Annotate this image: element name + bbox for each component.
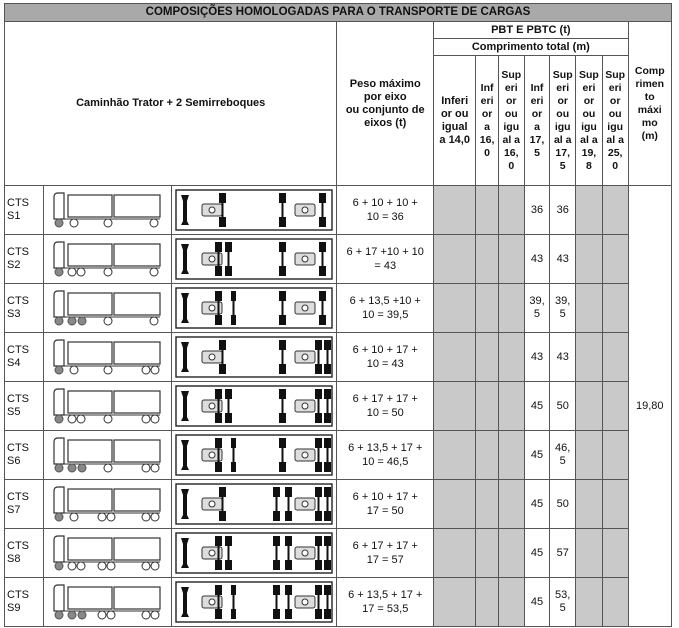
text-line: or (481, 107, 493, 120)
axle-plan-drawing (171, 382, 337, 431)
not-applicable-cell (434, 382, 476, 431)
peso-value (337, 333, 434, 382)
text-line: 10 = 36 (366, 211, 404, 223)
not-applicable-cell (602, 382, 628, 431)
text-line: rimen (635, 77, 665, 90)
text-line: 5 (559, 159, 566, 172)
peso-value (337, 382, 434, 431)
not-applicable-cell (434, 333, 476, 382)
not-applicable-cell (576, 480, 603, 529)
table-title: COMPOSIÇÕES HOMOLOGADAS PARA O TRANSPORTE DE CARGAS (5, 4, 672, 22)
text-line: or (583, 94, 595, 107)
text-line: 39, (555, 295, 571, 307)
not-applicable-cell (576, 431, 603, 480)
not-applicable-cell (476, 186, 499, 235)
not-applicable-cell (476, 480, 499, 529)
composition-code (5, 284, 44, 333)
not-applicable-cell (602, 284, 628, 333)
text-line: 16, (479, 133, 495, 146)
text-line: eri (530, 94, 544, 107)
comprimento-max-header (628, 22, 671, 186)
composition-code (5, 382, 44, 431)
text-line: or (557, 94, 568, 107)
text-line: ou (556, 107, 570, 120)
not-applicable-cell (498, 529, 524, 578)
not-applicable-cell (434, 431, 476, 480)
text-line: 46, (555, 442, 571, 454)
text-line: al a (502, 133, 521, 146)
text-line: CTS (7, 540, 29, 552)
not-applicable-cell (498, 186, 524, 235)
table-row (5, 382, 672, 431)
text-line: 43 (530, 350, 544, 363)
pbt-gte-17-5-value (550, 480, 576, 529)
axle-plan-drawing (171, 480, 337, 529)
side-view-drawing (44, 284, 172, 333)
text-line: 43 (556, 252, 569, 265)
text-line: 50 (556, 497, 569, 510)
text-line: S3 (7, 308, 21, 320)
not-applicable-cell (576, 186, 603, 235)
table-row (5, 284, 672, 333)
pbt-gte-17-5-value (550, 431, 576, 480)
text-line: a (534, 120, 540, 133)
text-line: (m) (641, 129, 658, 142)
pbt-lt-17-5-value (524, 333, 550, 382)
not-applicable-cell (576, 529, 603, 578)
text-line: 6 + 10 + 10 + (352, 197, 418, 209)
text-line: 17, (555, 146, 570, 159)
text-line: 10 = 46,5 (362, 456, 409, 468)
axle-plan-drawing (171, 431, 337, 480)
compositions-table (4, 3, 672, 627)
text-line: 0 (508, 159, 515, 172)
not-applicable-cell (498, 578, 524, 627)
text-line: ou (582, 107, 596, 120)
not-applicable-cell (602, 578, 628, 627)
pbt-lt-17-5-value (524, 235, 550, 284)
text-line: 45 (530, 497, 544, 510)
text-line: igual (441, 120, 468, 133)
text-line: 45 (530, 399, 544, 412)
text-line: 6 + 17 + 17 + (352, 540, 418, 552)
composition-code (5, 333, 44, 382)
text-line: 0 (612, 159, 619, 172)
text-line: 5 (533, 308, 541, 320)
text-line: igu (503, 120, 520, 133)
composition-code (5, 529, 44, 578)
text-line: 57 (556, 546, 569, 559)
axle-plan-drawing (171, 529, 337, 578)
text-line: mo (641, 116, 658, 129)
side-view-drawing (44, 333, 172, 382)
not-applicable-cell (498, 333, 524, 382)
text-line: 17, (529, 133, 545, 146)
text-line: a (484, 120, 491, 133)
not-applicable-cell (498, 284, 524, 333)
text-line: 10 = 50 (366, 407, 404, 419)
text-line: CTS (7, 393, 29, 405)
text-line: Inferi (441, 94, 469, 107)
text-line: or (531, 107, 543, 120)
table-row (5, 480, 672, 529)
text-line: 5 (534, 146, 540, 159)
text-line: 5 (559, 602, 566, 614)
table-row (5, 431, 672, 480)
text-line: 53, (555, 589, 571, 601)
text-line: 39, (529, 295, 545, 307)
pbt-gte-17-5-value (550, 333, 576, 382)
not-applicable-cell (576, 333, 603, 382)
axle-plan-drawing (171, 333, 337, 382)
not-applicable-cell (476, 578, 499, 627)
text-line: S2 (7, 259, 21, 271)
text-line: 5 (559, 308, 566, 320)
text-line: 10 = 43 (366, 358, 404, 370)
not-applicable-cell (476, 333, 499, 382)
text-line: 6 + 10 + 17 + (352, 344, 418, 356)
pbt-lt-17-5-value (524, 284, 550, 333)
text-line: 50 (556, 399, 569, 412)
text-line: ou (504, 107, 518, 120)
not-applicable-cell (476, 431, 499, 480)
text-line: S1 (7, 210, 21, 222)
peso-header (337, 22, 434, 186)
not-applicable-cell (602, 235, 628, 284)
not-applicable-cell (576, 578, 603, 627)
pbt-gte-17-5-value (550, 186, 576, 235)
not-applicable-cell (434, 284, 476, 333)
range-header-3 (524, 56, 550, 186)
pbt-header: PBT E PBTC (t) (434, 22, 628, 39)
peso-value (337, 529, 434, 578)
not-applicable-cell (602, 480, 628, 529)
text-line: 6 + 13,5 + 17 + (348, 442, 423, 454)
text-line: 6 + 17 + 17 + (352, 393, 418, 405)
text-line: eri (582, 81, 596, 94)
pbt-lt-17-5-value (524, 578, 550, 627)
comprimento-max-value: 19,80 (628, 186, 671, 627)
text-line: 17 = 50 (366, 505, 404, 517)
peso-value (337, 480, 434, 529)
composition-code (5, 480, 44, 529)
pbt-lt-17-5-value (524, 186, 550, 235)
not-applicable-cell (498, 235, 524, 284)
text-line: 43 (530, 252, 544, 265)
text-line: CTS (7, 589, 29, 601)
text-line: al a (553, 133, 572, 146)
side-view-drawing (44, 578, 172, 627)
composition-code (5, 431, 44, 480)
pbt-lt-17-5-value (524, 529, 550, 578)
text-line: igu (607, 120, 624, 133)
pbt-lt-17-5-value (524, 480, 550, 529)
text-line: Sup (501, 68, 522, 81)
vehicle-header: Caminhão Trator + 2 Semirreboques (5, 22, 337, 186)
text-line: = 43 (374, 260, 397, 272)
pbt-lt-17-5-value (524, 431, 550, 480)
range-header-2 (498, 56, 524, 186)
not-applicable-cell (498, 382, 524, 431)
text-line: eri (480, 94, 494, 107)
peso-value (337, 431, 434, 480)
composition-code (5, 235, 44, 284)
peso-value (337, 186, 434, 235)
text-line: 45 (530, 546, 544, 559)
not-applicable-cell (576, 382, 603, 431)
pbt-lt-17-5-value (524, 382, 550, 431)
not-applicable-cell (434, 186, 476, 235)
not-applicable-cell (476, 284, 499, 333)
text-line: 19, (581, 146, 597, 159)
text-line: Sup (605, 68, 626, 81)
range-header-1 (476, 56, 499, 186)
text-line: igu (554, 120, 571, 133)
table-row (5, 186, 672, 235)
pbt-gte-17-5-value (550, 382, 576, 431)
text-line: 43 (556, 350, 569, 363)
table-row (5, 578, 672, 627)
not-applicable-cell (576, 284, 603, 333)
text-line: S7 (7, 504, 21, 516)
text-line: 6 + 13,5 +10 + (349, 295, 421, 307)
axle-plan-drawing (171, 578, 337, 627)
text-line: CTS (7, 442, 29, 454)
text-line: 36 (556, 203, 569, 216)
text-line: igu (581, 120, 597, 133)
text-line: Inf (530, 81, 544, 94)
text-line: S8 (7, 553, 21, 565)
comprimento-total-header: Comprimento total (m) (434, 39, 628, 56)
not-applicable-cell (476, 235, 499, 284)
not-applicable-cell (434, 480, 476, 529)
peso-value (337, 284, 434, 333)
text-line: S9 (7, 602, 21, 614)
not-applicable-cell (602, 333, 628, 382)
axle-plan-drawing (171, 186, 337, 235)
text-line: eri (504, 81, 518, 94)
not-applicable-cell (434, 529, 476, 578)
text-line: eri (556, 81, 570, 94)
side-view-drawing (44, 186, 172, 235)
text-line: Comp (634, 64, 665, 77)
text-line: S4 (7, 357, 21, 369)
side-view-drawing (44, 235, 172, 284)
text-line: a 14,0 (439, 133, 470, 146)
text-line: 6 + 10 + 17 + (352, 491, 418, 503)
text-line: 6 + 17 +10 + 10 (346, 246, 424, 258)
text-line: ou conjunto de (345, 103, 425, 116)
text-line: Sup (579, 68, 599, 81)
text-line: CTS (7, 246, 29, 258)
not-applicable-cell (476, 382, 499, 431)
text-line: to (644, 90, 655, 103)
not-applicable-cell (498, 480, 524, 529)
text-line: 45 (530, 595, 544, 608)
text-line: 5 (559, 455, 566, 467)
text-line: 16, (503, 146, 519, 159)
text-line: CTS (7, 344, 29, 356)
table-row (5, 529, 672, 578)
text-line: ou (608, 107, 622, 120)
axle-plan-drawing (171, 284, 337, 333)
range-header-4 (550, 56, 576, 186)
text-line: 17 = 53,5 (362, 603, 409, 615)
text-line: 17 = 57 (366, 554, 404, 566)
peso-value (337, 235, 434, 284)
text-line: eixos (t) (364, 116, 407, 129)
pbt-gte-17-5-value (550, 235, 576, 284)
text-line: Inf (480, 81, 494, 94)
axle-plan-drawing (171, 235, 337, 284)
peso-value (337, 578, 434, 627)
text-line: por eixo (363, 90, 407, 103)
table-row (5, 333, 672, 382)
not-applicable-cell (434, 578, 476, 627)
range-header-0 (434, 56, 476, 186)
range-header-5 (576, 56, 603, 186)
text-line: 6 + 13,5 + 17 + (348, 589, 423, 601)
not-applicable-cell (602, 186, 628, 235)
text-line: or (609, 94, 621, 107)
text-line: eri (608, 81, 622, 94)
text-line: 8 (586, 159, 592, 172)
pbt-gte-17-5-value (550, 578, 576, 627)
side-view-drawing (44, 382, 172, 431)
not-applicable-cell (602, 529, 628, 578)
text-line: al a (606, 133, 624, 146)
text-line: al a (580, 133, 598, 146)
text-line: CTS (7, 295, 29, 307)
composition-code (5, 186, 44, 235)
text-line: máxi (637, 103, 662, 116)
not-applicable-cell (434, 235, 476, 284)
table-row (5, 235, 672, 284)
text-line: Peso máximo (349, 77, 421, 90)
pbt-gte-17-5-value (550, 529, 576, 578)
text-line: or ou (440, 107, 469, 120)
side-view-drawing (44, 480, 172, 529)
side-view-drawing (44, 529, 172, 578)
text-line: 45 (530, 448, 544, 461)
not-applicable-cell (498, 431, 524, 480)
text-line: S6 (7, 455, 21, 467)
text-line: Sup (552, 68, 573, 81)
text-line: CTS (7, 197, 29, 209)
text-line: 0 (484, 146, 491, 159)
not-applicable-cell (602, 431, 628, 480)
text-line: 25, (607, 146, 623, 159)
side-view-drawing (44, 431, 172, 480)
text-line: 10 = 39,5 (362, 309, 409, 321)
text-line: S5 (7, 406, 21, 418)
pbt-gte-17-5-value (550, 284, 576, 333)
text-line: CTS (7, 491, 29, 503)
range-header-6 (602, 56, 628, 186)
text-line: 36 (530, 203, 544, 216)
text-line: or (506, 94, 517, 107)
composition-code (5, 578, 44, 627)
not-applicable-cell (476, 529, 499, 578)
not-applicable-cell (576, 235, 603, 284)
